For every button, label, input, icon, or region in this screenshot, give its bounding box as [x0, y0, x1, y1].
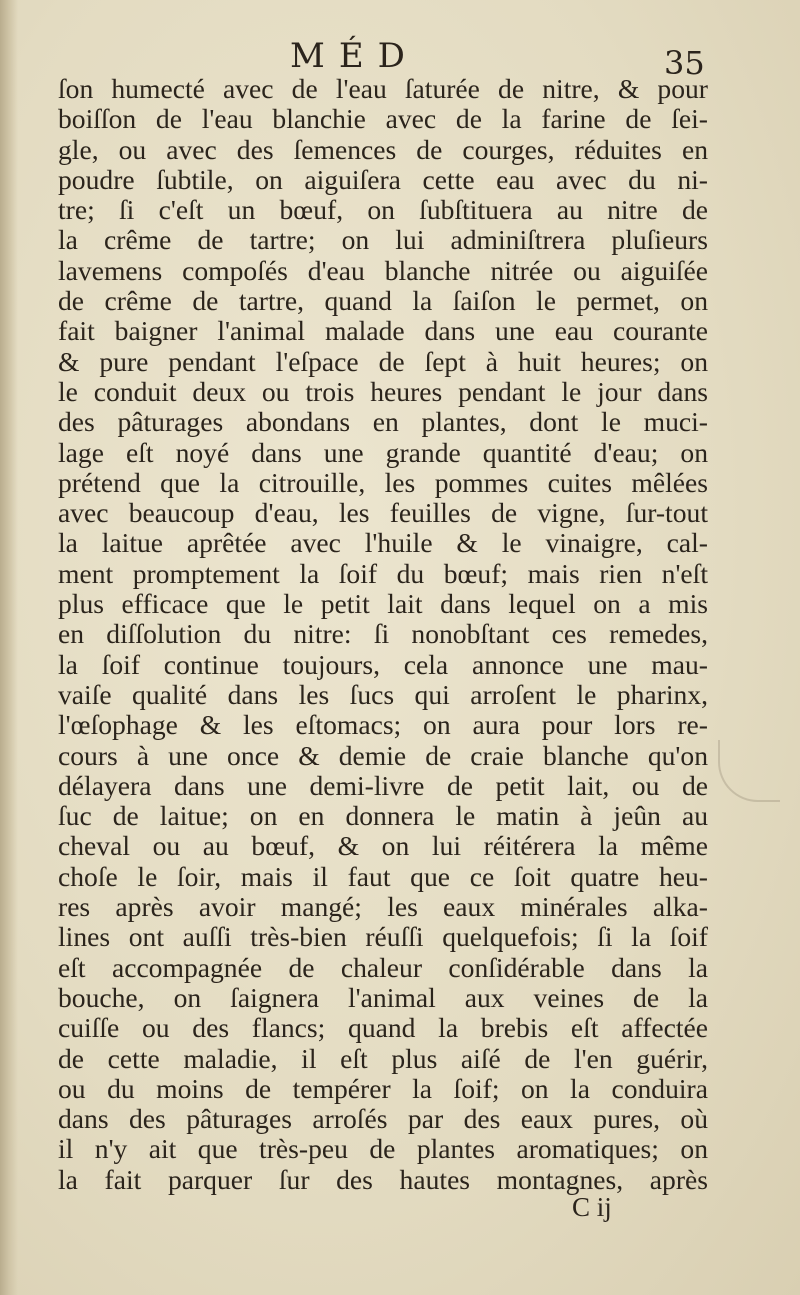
text-line: en diſſolution du nitre: ſi nonobſtant ces remedes, [58, 618, 708, 650]
page-gutter-shadow [0, 0, 18, 1295]
text-line: ſuc de laitue; on en donnera le matin à jeûn au [58, 800, 708, 832]
text-line: de cette maladie, il eſt plus aiſé de l'en guérir, [58, 1042, 708, 1074]
text-line: & pure pendant l'eſpace de ſept à huit heures; on [58, 345, 708, 377]
text-line: fait baigner l'animal malade dans une eau courante [58, 315, 708, 347]
text-line: poudre ſubtile, on aiguiſera cette eau avec du ni- [58, 163, 708, 195]
text-line: choſe le ſoir, mais il faut que ce ſoit quatre heu- [58, 860, 708, 892]
text-line: tre; ſi c'eſt un bœuf, on ſubſtituera au nitre de [58, 194, 708, 226]
text-line: bouche, on ſaignera l'animal aux veines de la [58, 981, 708, 1013]
text-line: eſt accompagnée de chaleur conſidérable dans la [58, 951, 708, 983]
text-line: la fait parquer ſur des hautes montagnes, après [58, 1163, 708, 1195]
bleed-through-mark [718, 740, 780, 802]
text-line: des pâturages abondans en plantes, dont le muci- [58, 406, 708, 438]
text-line: ou du moins de tempérer la ſoif; on la conduira [58, 1072, 708, 1104]
text-line: ment promptement la ſoif du bœuf; mais rien n'eſt [58, 557, 708, 589]
signature-mark: C ij [572, 1192, 612, 1222]
text-line: res après avoir mangé; les eaux minérales alka- [58, 891, 708, 923]
text-line: plus efficace que le petit lait dans lequel on a mis [58, 588, 708, 620]
text-line: lavemens compoſés d'eau blanche nitrée ou aiguiſée [58, 254, 708, 286]
text-line: cours à une once & demie de craie blanche qu'on [58, 739, 708, 771]
text-line: gle, ou avec des ſemences de courges, réduites en [58, 133, 708, 165]
text-line: lines ont auſſi très-bien réuſſi quelquefois; ſi la ſoif [58, 921, 708, 953]
text-line: la laitue aprêtée avec l'huile & le vinaigre, cal- [58, 527, 708, 559]
text-line: vaiſe qualité dans les ſucs qui arroſent le pharinx, [58, 678, 708, 710]
text-line: dans des pâturages arroſés par des eaux pures, où [58, 1103, 708, 1135]
text-line: de crême de tartre, quand la ſaiſon le permet, on [58, 285, 708, 317]
text-line: avec beaucoup d'eau, les feuilles de vigne, ſur-tout [58, 497, 708, 529]
text-line: l'œſophage & les eſtomacs; on aura pour lors re- [58, 709, 708, 741]
text-line: il n'y ait que très-peu de plantes aromatiques; on [58, 1133, 708, 1165]
text-line: prétend que la citrouille, les pommes cuites mêlées [58, 466, 708, 498]
text-line: lage eſt noyé dans une grande quantité d'eau; on [58, 436, 708, 468]
text-line: cuiſſe ou des flancs; quand la brebis eſt affectée [58, 1012, 708, 1044]
text-line: la crême de tartre; on lui adminiſtrera pluſieurs [58, 224, 708, 256]
running-head: MÉD [290, 36, 419, 76]
text-line: le conduit deux ou trois heures pendant le jour dans [58, 375, 708, 407]
text-line: délayera dans une demi-livre de petit lait, ou de [58, 769, 708, 801]
text-line: cheval ou au bœuf, & on lui réitérera la même [58, 830, 708, 862]
text-line: ſon humecté avec de l'eau ſaturée de nitre, & pour [58, 73, 708, 104]
text-line: boiſſon de l'eau blanchie avec de la farine de ſei- [58, 103, 708, 135]
body-text [58, 74, 708, 1195]
page-number: 35 [664, 44, 705, 82]
text-line: la ſoif continue toujours, cela annonce une mau- [58, 648, 708, 680]
